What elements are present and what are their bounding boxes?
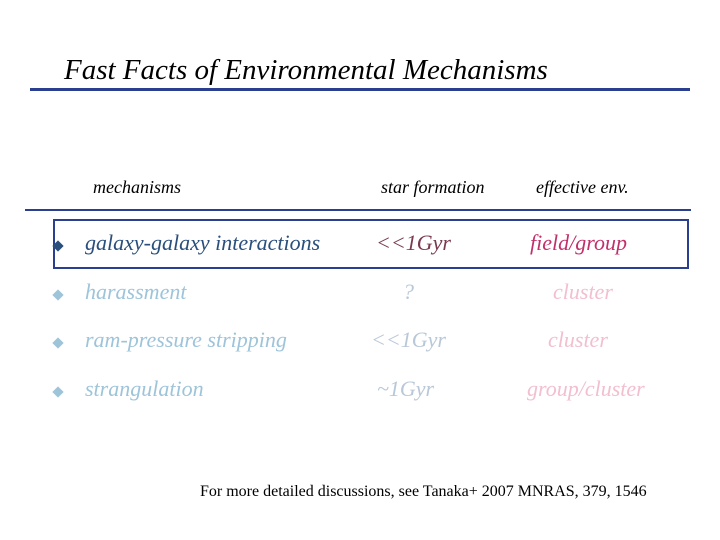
header-effective-env: effective env. [536, 177, 629, 197]
diamond-bullet-icon [52, 240, 63, 251]
slide-title: Fast Facts of Environmental Mechanisms [64, 54, 548, 86]
diamond-bullet-icon [52, 337, 63, 348]
environment-value: group/cluster [527, 376, 645, 401]
title-underline [30, 88, 690, 91]
star-formation-value: <<1Gyr [376, 230, 451, 255]
mechanism-name: ram-pressure stripping [85, 327, 287, 352]
header-rule [25, 209, 691, 211]
star-formation-value: ? [403, 279, 414, 304]
header-star-formation: star formation [381, 177, 485, 197]
environment-value: cluster [553, 279, 613, 304]
mechanism-name: galaxy-galaxy interactions [85, 230, 321, 255]
table-row [0, 376, 720, 406]
table-row [0, 230, 720, 260]
star-formation-value: ~1Gyr [377, 376, 435, 401]
diamond-bullet-icon [52, 386, 63, 397]
diamond-bullet-icon [52, 289, 63, 300]
mechanism-name: strangulation [85, 376, 204, 401]
environment-value: cluster [548, 327, 608, 352]
mechanism-name: harassment [85, 279, 187, 304]
header-mechanisms: mechanisms [93, 177, 181, 197]
footer-reference: For more detailed discussions, see Tanaka+ 2007 MNRAS, 379, 1546 [200, 483, 647, 500]
environment-value: field/group [530, 230, 627, 255]
table-row [0, 279, 720, 309]
star-formation-value: <<1Gyr [371, 327, 446, 352]
table-row [0, 327, 720, 357]
